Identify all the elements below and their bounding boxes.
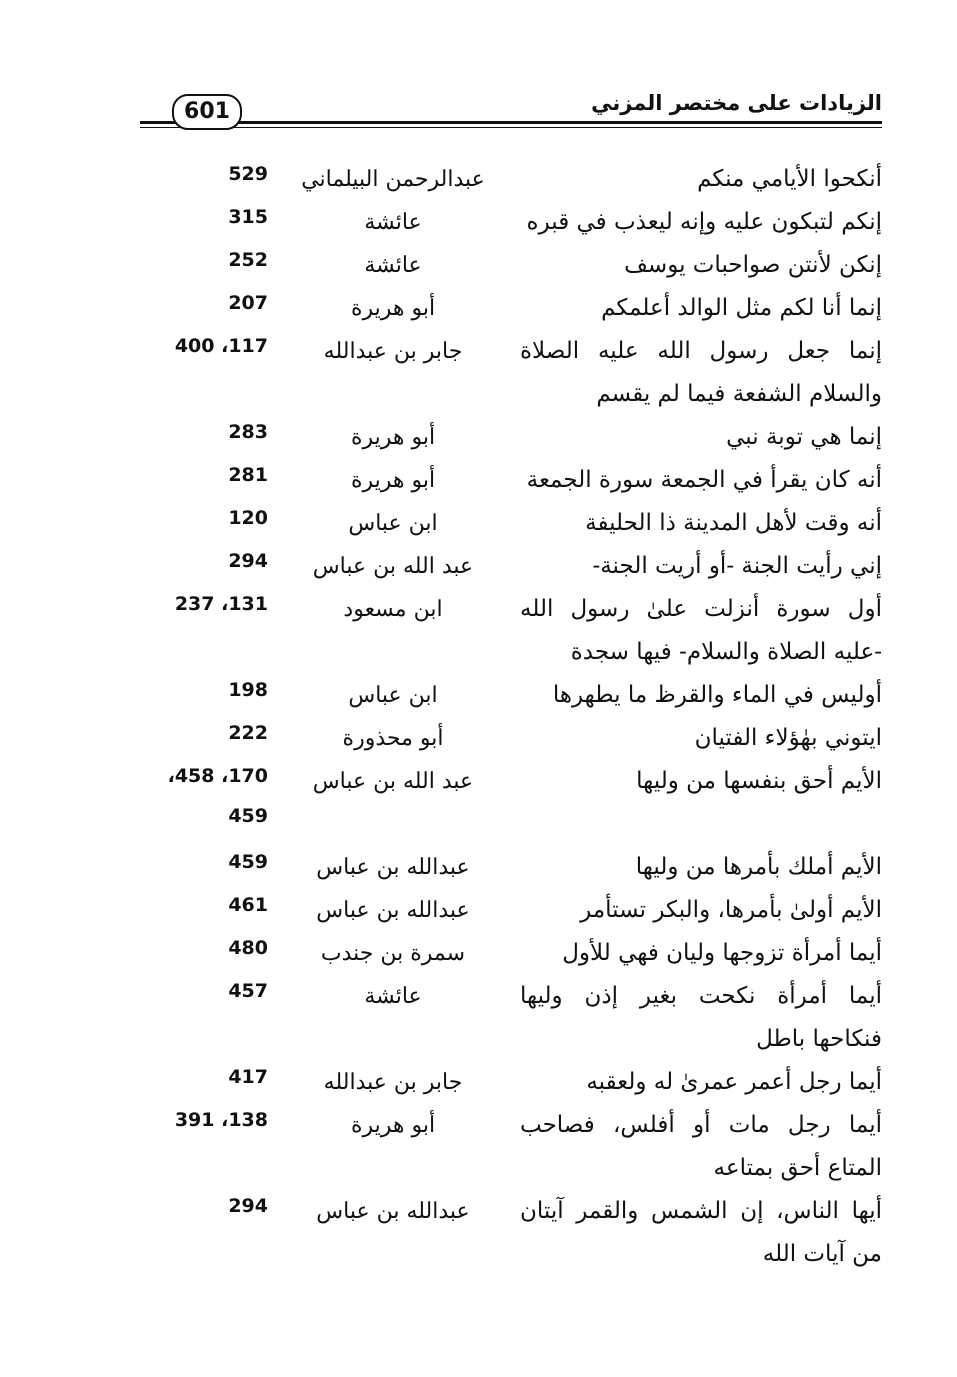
page-references: 281 <box>228 464 268 486</box>
index-entry <box>150 1186 882 1272</box>
index-entry <box>150 541 882 584</box>
narrator-name: أبو محذورة <box>342 726 444 751</box>
hadith-text: أول سورة أنزلت علىٰ رسول الله -عليه الصلاة والسلام- فيها سجدة <box>520 596 882 665</box>
page-references: 294 <box>228 1195 268 1217</box>
page-references: 457 <box>228 980 268 1002</box>
hadith-text: إنما هي توبة نبي <box>726 424 882 450</box>
hadith-text: إني رأيت الجنة -أو أريت الجنة- <box>592 553 882 579</box>
hadith-text: ايتوني بهٰؤلاء الفتيان <box>694 725 882 751</box>
narrator-name: أبو هريرة <box>350 1113 436 1138</box>
narrator-name: عبدالله بن عباس <box>316 1199 470 1224</box>
narrator-name: ابن عباس <box>348 683 438 708</box>
running-title: الزيادات على مختصر المزني <box>591 91 882 115</box>
page-references: 198 <box>228 679 268 701</box>
narrator-name: عبدالله بن عباس <box>316 855 470 880</box>
narrator-name: أبو هريرة <box>350 296 436 321</box>
index-entry <box>150 197 882 240</box>
page-references: 252 <box>228 249 268 271</box>
page-references: 480 <box>228 937 268 959</box>
narrator-name: جابر بن عبدالله <box>323 339 463 364</box>
hadith-text: أيما رجل مات أو أفلس، فصاحب المتاع أحق بمتاعه <box>520 1112 882 1181</box>
index-entry <box>150 240 882 283</box>
index-entry <box>150 842 882 885</box>
narrator-name: أبو هريرة <box>350 468 436 493</box>
index-entry <box>150 326 882 412</box>
narrator-name: عبد الله بن عباس <box>312 769 474 794</box>
page-references: 131، 237 <box>174 593 268 615</box>
hadith-text: أيما أمرأة نكحت بغير إذن وليها فنكاحها باطل <box>520 983 882 1052</box>
index-entry <box>150 756 882 842</box>
index-entry <box>150 1100 882 1186</box>
hadith-text: أنه وقت لأهل المدينة ذا الحليفة <box>585 510 882 536</box>
index-entry <box>150 412 882 455</box>
page-references: 294 <box>228 550 268 572</box>
page-references: 461 <box>228 894 268 916</box>
page-references: 283 <box>228 421 268 443</box>
index-entry <box>150 1057 882 1100</box>
page-references: 138، 391 <box>174 1109 268 1131</box>
hadith-text: إنكم لتبكون عليه وإنه ليعذب في قبره <box>526 209 882 235</box>
hadith-text: أيما أمرأة تزوجها وليان فهي للأول <box>562 940 882 966</box>
narrator-name: عبدالله بن عباس <box>316 898 470 923</box>
page-references: 117، 400 <box>174 335 268 357</box>
page-references: 459 <box>228 851 268 873</box>
index-entry <box>150 928 882 971</box>
page-number: 601 <box>172 94 242 130</box>
page-references: 417 <box>228 1066 268 1088</box>
narrator-name: ابن مسعود <box>343 597 443 622</box>
narrator-name: عائشة <box>364 984 422 1009</box>
index-entry <box>150 584 882 670</box>
hadith-text: أيها الناس، إن الشمس والقمر آيتان من آيات الله <box>520 1198 882 1267</box>
index-entry <box>150 670 882 713</box>
narrator-name: عائشة <box>364 210 422 235</box>
narrator-name: جابر بن عبدالله <box>323 1070 463 1095</box>
page-references: 222 <box>228 722 268 744</box>
hadith-index-list <box>150 154 882 1272</box>
hadith-text: إنما جعل رسول الله عليه الصلاة والسلام الشفعة فيما لم يقسم <box>520 338 882 407</box>
hadith-text: الأيم أولىٰ بأمرها، والبكر تستأمر <box>580 897 882 923</box>
page-header <box>140 86 882 136</box>
index-entry <box>150 154 882 197</box>
hadith-text: الأيم أحق بنفسها من وليها <box>636 768 882 794</box>
index-entry <box>150 283 882 326</box>
index-entry <box>150 455 882 498</box>
index-entry <box>150 713 882 756</box>
hadith-text: أيما رجل أعمر عمرىٰ له ولعقبه <box>586 1069 882 1095</box>
narrator-name: سمرة بن جندب <box>320 941 466 966</box>
hadith-text: أنكحوا الأيامي منكم <box>697 166 882 192</box>
header-rule-thin <box>140 127 882 128</box>
narrator-name: عبد الله بن عباس <box>312 554 474 579</box>
hadith-text: الأيم أملك بأمرها من وليها <box>635 854 882 880</box>
hadith-text: أوليس في الماء والقرظ ما يطهرها <box>552 682 882 708</box>
narrator-name: عبدالرحمن البيلماني <box>301 167 485 192</box>
index-entry <box>150 885 882 928</box>
narrator-name: أبو هريرة <box>350 425 436 450</box>
header-rule-thick <box>140 121 882 124</box>
narrator-name: ابن عباس <box>348 511 438 536</box>
hadith-text: إنما أنا لكم مثل الوالد أعلمكم <box>601 295 882 321</box>
narrator-name: عائشة <box>364 253 422 278</box>
page-references: 120 <box>228 507 268 529</box>
page-references: 529 <box>228 163 268 185</box>
hadith-text: أنه كان يقرأ في الجمعة سورة الجمعة <box>526 467 882 493</box>
page-references: 170، 458، 459 <box>167 765 268 827</box>
hadith-text: إنكن لأنتن صواحبات يوسف <box>624 252 882 278</box>
index-entry <box>150 498 882 541</box>
page-references: 315 <box>228 206 268 228</box>
page-references: 207 <box>228 292 268 314</box>
index-entry <box>150 971 882 1057</box>
